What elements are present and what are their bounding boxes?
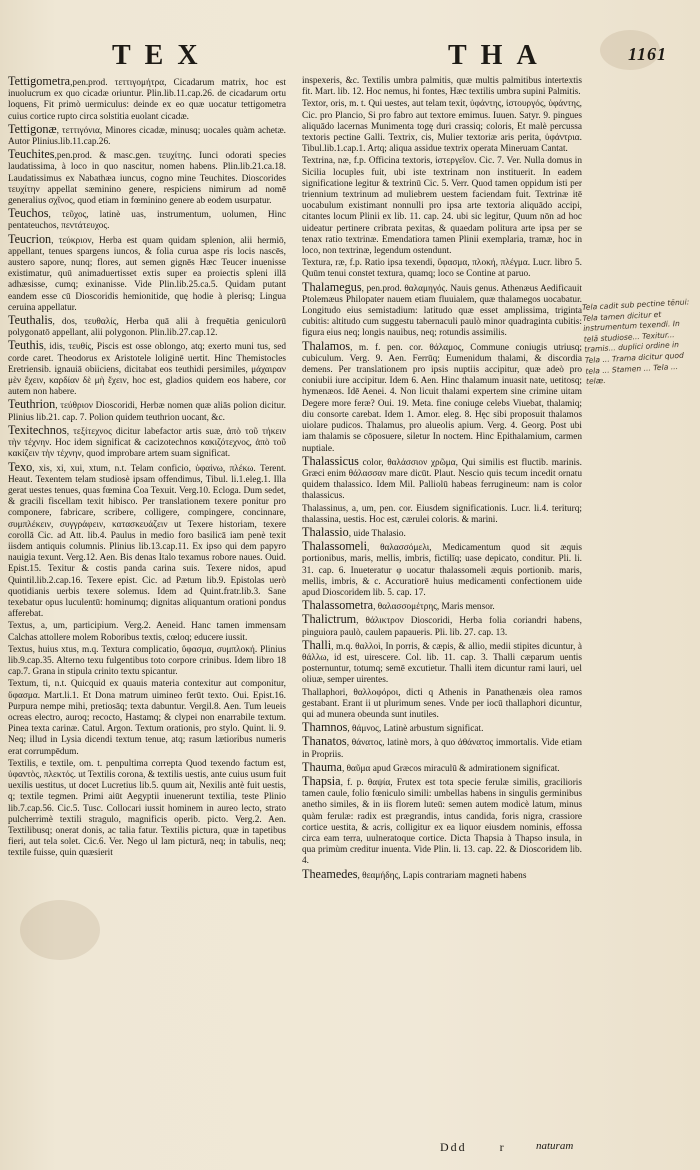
entry-headword: Teuchites bbox=[8, 147, 55, 162]
entry-text: , f. p. θαψία, Frutex est tota specie ferulæ similis, gracilioris tamen caule, folio fœniculo simili: umbellas habens in singulis germinibus anetho similes, & in iis florem luteū: semen autem modicè latum, minus quàm ferulæ: radix est prægrandis, intus candida, foris nigra, crassiore cortice uestita, & acris, colligitur ex ea liquor eiusdem nominis, effossa circa eam terra, uulneratoque cortice. Dicta Thapsia à Thapso insula, in qua primùm creditur inuenta. Vide Plin. li. 13. cap. 22. & Dioscoridem lib. 4. bbox=[302, 777, 582, 867]
entry-text: , m.q. θαλλοὶ, In porris, & cæpis, & allio, medii stipites dicuntur, à θάλλω, id est, uirescere. Col. lib. 11. cap. 3. Thalli cæparum uentis posternuntur, totumq; semē excutietur. Thalli item dicuntur rami lauri, uel oliuæ, semper uirentes. bbox=[302, 641, 582, 686]
dictionary-entry bbox=[302, 504, 582, 526]
entry-headword: Thauma bbox=[302, 759, 342, 774]
entry-headword: Theamedes bbox=[302, 866, 358, 881]
dictionary-entry bbox=[302, 736, 582, 760]
entry-text: ,pen.prod. τεττιγομήτρα, Cicadarum matrix, hoc est inuolucrum ex quo cicadæ oriuntur. Plin.lib.11.cap.26. de cicadarum ortu loquens, Fit primò uermiculus: deinde ex eo quæ uocatur tettigometra cuius cortice rupto circa solstitia euolant cicadæ. bbox=[8, 78, 286, 122]
dictionary-entry bbox=[302, 453, 582, 503]
entry-headword: Thamnos bbox=[302, 720, 348, 735]
entry-text: , θάμνος, Latinè arbustum significat. bbox=[347, 724, 484, 735]
dictionary-entry bbox=[302, 637, 582, 687]
right-column bbox=[302, 76, 582, 883]
entry-headword: Thalassomeli bbox=[302, 539, 367, 554]
entry-text: , τεξίτεχνος dicitur labefactor artis suæ, ἀπὸ τοῦ τήκειν τὴν τέχνην. Hoc idem significat & cacizotechnos κακιζότεχνος, ἀπὸ τοῦ κακίζειν τὴν τέχνην, quod improbare artem suam significat. bbox=[8, 426, 286, 460]
entry-text: , θάνατος, latinè mors, à quo ἀθάνατος immortalis. Vide etiam in Propriis. bbox=[302, 738, 582, 760]
dictionary-entry bbox=[302, 76, 582, 98]
entry-text: , τεῦχος, latinè uas, instrumentum, uolumen, Hinc pentateuchos, πεντάτευχος. bbox=[8, 210, 286, 232]
entry-text: , θαλασσομέτρης, Maris mensor. bbox=[373, 602, 495, 613]
entry-headword: Thalamos bbox=[302, 338, 351, 353]
entry-headword: Teuthalis bbox=[8, 313, 53, 328]
dictionary-entry bbox=[302, 156, 582, 257]
entry-text: , θάλικτρον Dioscoridi, Herba folia coriandri habens, pinguiora paulò, caulem papaueris. Pli. lib. 27. cap. 13. bbox=[302, 616, 582, 638]
dictionary-entry bbox=[302, 279, 582, 340]
dictionary-entry bbox=[302, 258, 582, 280]
dictionary-entry bbox=[302, 866, 582, 882]
page-number: 1161 bbox=[628, 44, 668, 64]
entry-text: Textrina, næ, f.p. Officina textoris, ἱστεργεῖον. Cic. 7. Ver. Nulla domus in Sicilia locuples fuit, ubi iste textrinam non instituerit. In eadem significatione legitur & textrinū Cic. 5. Verr. Quod tamen oppidum isti per triennium textrinum ad muliebrem uestem faciendam fuit. Textrinæ itē uocabulum existimant nonnulli pro ipsa arte textoria aliquādo accipi, citantes locum Plinii ex lib. 11. cap. 24. ubi sic legitur, Quum nōn ad hoc uideatur pertinere cribrata pexitas, & quaedam politura arte ipsa per se tenax ratio textrinæ. Emendatiora tamen Plinii exemplaria, tramæ, hoc in loco, non textrinæ, legendum ostendunt. bbox=[302, 156, 582, 257]
entry-headword: Teuthrion bbox=[8, 397, 56, 412]
entry-text: Textum, ti, n.t. Quicquid ex quauis materia contexitur aut componitur, ὕφασμα. Mart.li.1. Et Dona matrum uimineo ferūt texto. Oui. Epist.16. Purpura nempe mihi, pretiosāq; texta dabuntur. Vergil.8. Aen. Tum leueis ocreas electro, auroq; recocto, Hastamq; & clypei non enarrabile textum. Pinea texta carinæ. Catul. Argon. Textum orationis, pro stylo. Quint. li. 9. Neq; illud in Lysia dicendi textum tenue, atq; rasum lætioribus numeris erat corrumpēdum. bbox=[8, 679, 286, 757]
entry-text: , θεαμήδης, Lapis contrariam magneti habens bbox=[357, 870, 527, 881]
entry-headword: Thanatos bbox=[302, 734, 347, 749]
signature-number: r bbox=[499, 1140, 506, 1154]
entry-text: , xis, xi, xui, xtum, n.t. Telam conficio, ὑφαίνω, πλέκω. Terent. Heaut. Texentem telam studiosè ipsam offendimus, Tibul. li.1.eleg.1. Illa gerat uestes tenues, quas fœmina Coa Texuit. Verg.10. Ecloga. Dum sedet, & gracili fiscellam texit hibiscο. Per translationem texere ponitur pro componere, fabricare, scribere, colligere, compingere, concinnare, συμπλέκειν, συγγράφειν, κατασκευάζειν ut Texere historiam, texere corollā Cic. ad Att. lib.4. Paulus in medio foro basilicā iam penè texit iisdem antiquis columnis. Plinius lib.13.cap.11. Ex ipso qui dem papyro nauigia texunt. Verg.12. Aen. Bis denas Italo texamus robore naues. Ouid. Epist.15. Texitur & costis panda carina suis. Texere nidos, apud Quintil.lib.2.cap.16. Texere epist. Cic. ad Pætum lib.9. Epistolas uerò quotidianis uerbis texere solemus. Idem ad Quint.fratr.lib.3. Sane texebatur opus luculentū: hominumq; dignitas aliquantum orationi pondus afferebat. bbox=[8, 463, 286, 620]
entry-text: , m. f. pen. cor. θάλαμος, Commune coniugis utriusq; cubiculum. Verg. 9. Aen. Ferrūq; Eumenidum thalami, & discordia demens. Per translationem pro ipsis nuptiis accipitur, quæ adeò pro coniubii iure accipitur. Idem 6. Aen. Hinc thalamum inuasit nate, uetitosq; hymenæos. Idē Aenei. 4. Non licuit thalami expertem sine crimine uitam Degere more feræ? Oui. 19. Meta. fine coniuge celebs Viuebat, thalamiq; diu consorte carebat. Idem 1. Amor. eleg. 8. Hęc sibi proposuit thalamos uiolare pudicos. Thalamus, pro alueolis apium. Verg. 4. Georg. Post ubi iam thalamis se cōposuere, siletur In noctem. Hinc Epithalamium, carmen nuptiale. bbox=[302, 342, 582, 454]
dictionary-entry bbox=[8, 759, 286, 860]
entry-text: Textor, oris, m. t. Qui uestes, aut telam texit, ὑφάντης, ἱστουργός, ὑφάντης, Cic. pro Plancio, Si pro fabro aut textore emimus. Iuuen. Satyr. 9. pingues aliquādo lacernas Munimenta togę duri crassiq; coloris, Et malè percussa textoris pectine Galli. Textrix, cis, Mulier textoriæ aris perita, ὑφάντρια. Tibul.lib.1.cap.1. Artq; aliqua assidue textrix operata Mineruam Cantat. bbox=[302, 99, 582, 155]
entry-headword: Tettigometra bbox=[8, 74, 71, 88]
entry-headword: Teuthis bbox=[8, 338, 44, 353]
entry-text: color, θαλάσσιον χρῶμα, Qui similis est fluctib. marinis. Græci enim θάλασσαν mare dicūt. Plaut. Nescio quis tecum incedit ornatu quidem thalassico. Idem Mil. Palliolū habeas ferrugineum: nam is color thalassicus. bbox=[302, 457, 582, 502]
entry-headword: Thalassio bbox=[302, 524, 349, 539]
dictionary-entry bbox=[302, 773, 582, 868]
entry-text: Textus, a, um, participium. Verg.2. Aeneid. Hanc tamen immensam Calchas attollere molem Roboribus textis, cœloq; educere iussit. bbox=[8, 621, 286, 643]
entry-headword: Thalassometra bbox=[302, 598, 374, 613]
dictionary-entry bbox=[8, 679, 286, 757]
entry-headword: Thapsia bbox=[302, 773, 341, 788]
running-head-right: THA bbox=[448, 40, 551, 71]
entry-text: Textus, huius xtus, m.q. Textura complicatio, ὕφασμα, συμπλοκή. Plinius lib.9.cap.35. Alterno texu fulgentibus toto corpore crinibus. Idem libro 18 cap.7. Grana in stipula crinito textu spicantur. bbox=[8, 644, 286, 678]
dictionary-entry bbox=[8, 399, 286, 423]
dictionary-entry bbox=[8, 231, 286, 314]
entry-text: Textura, ræ, f.p. Ratio ipsa texendi, ὕφασμα, πλοκή, πλέγμα. Lucr. libro 5. Quūm tenui constet textura, quamq; loco se Contine at paruo. bbox=[302, 258, 582, 280]
dictionary-entry bbox=[8, 340, 286, 398]
entry-text: , τεύθριον Dioscoridi, Herbæ nomen quæ aliās polion dicitur. Plinius lib.21. cap. 7. Polion quidem teuthrion uocant, &c. bbox=[8, 401, 286, 423]
entry-text: , dos, τευθαλίς, Herba quā alii à frequētia geniculorū polygonatō appellant, alii polygonon. Plin.lib.27.cap.12. bbox=[8, 317, 286, 339]
entry-text: Thalassinus, a, um, pen. cor. Eiusdem significationis. Lucr. li.4. teriturq; thalassina, uestis. Hoc est, cærulei coloris. & marini. bbox=[302, 503, 582, 525]
dictionary-entry bbox=[302, 99, 582, 155]
entry-text: , τεττιγόνια, Minores cicadæ, minusq; uocales quàm achetæ. Autor Plinius.lib.11.cap.26. bbox=[8, 125, 286, 148]
dictionary-entry bbox=[8, 422, 286, 461]
entry-text: , idis, τευθίς, Piscis est osse oblongo, atq; exerto muni tus, sed corde caret. Theodorus ex Aristotele loliginē uertit. Hinc Themistocles Eretriensib. ignauiā obiiciens, dicitabat eos teuthidi persimiles, μάχαιραν μὲν ἔχειν, καρδίαν δὲ μὴ ἔχειν, hoc est, gladios quidem eos habere, cor autem non habere. bbox=[8, 342, 286, 398]
entry-text: ,pen.prod. & masc.gen. τευχίτης. Iunci odorati species laudatissima, à loco in quo nascitur, nomen habens. Plin.lib.21.ca.18. Laudatissimus ex Nabathæa iuncus, cogno mine Teuchites. Dioscorides τευχίτην appellat sæminino genere, respiciens nimirum ad nomē generalius σχῖνος, quod etiam in fœminino genere ab eodem usurpatur. bbox=[8, 151, 286, 207]
dictionary-entry bbox=[8, 76, 286, 123]
entry-headword: Thalamegus bbox=[302, 279, 362, 294]
entry-text: , θαῦμα apud Græcos miraculū & admirationem significat. bbox=[341, 763, 560, 774]
dictionary-entry bbox=[302, 338, 582, 455]
entry-text: inspexeris, &c. Textilis umbra palmitis, quæ multis palmitibus intertextis fit. Mart. lib. 12. Hoc nemus, hi fontes, Hæc textilis umbra supini Palmitis. bbox=[302, 76, 582, 98]
entry-headword: Teuchos bbox=[8, 206, 49, 221]
dictionary-entry bbox=[302, 614, 582, 638]
footer-signature bbox=[440, 1140, 506, 1155]
entry-text: , uide Thalasio. bbox=[348, 528, 406, 539]
dictionary-entry bbox=[8, 315, 286, 339]
entry-text: Thallaphori, θαλλοφόροι, dicti q Athenis in Panathenæis olea ramos gestabant. Erant ii ut plurimum senes. Vnde per iocū thallaphori dicuntur, qui ad munera obeunda sunt inutiles. bbox=[302, 687, 582, 720]
signature-mark: Ddd bbox=[440, 1140, 467, 1154]
dictionary-entry bbox=[8, 149, 286, 207]
entry-headword: Texo bbox=[8, 459, 33, 474]
dictionary-entry bbox=[8, 208, 286, 232]
entry-headword: Thalli bbox=[302, 637, 332, 652]
dictionary-entry bbox=[302, 541, 582, 599]
entry-text: , pen.prod. θαλαμηγός. Nauis genus. Athenæus Aedificauit Ptolemæus Philopater nauem etiam fluuialem, quæ thalamegos uocabatur. Longitudo eius semistadium: latitudo quæ esset amplissima, triginta cubitis: altitudo cum suggestu tabernaculi paulò minor quadraginta cubitis: figura eius neq; longis nauibus, neq; rotundis assimilis. bbox=[302, 283, 582, 339]
catchword: naturam bbox=[536, 1140, 574, 1152]
entry-text: , τεύκριον, Herba est quam quidam splenion, alii hermiō, appellant, tenues spargens iuncos, & folia curua aspe ris locis nascēs, austero sapore, nunq; flores, aut semen gignēs Hæc Teucer inuenisse existimatur, quū animaduertisset extis super ea proiectis spleni illā adhæsisse, cumq; exinanisse. Vide Plin.lib.25.ca.5. Quidam putant eandem esse cū Dioscoridis hemionitide, quę hodie à plerisq; Lingua ceruina appellatur. bbox=[8, 235, 286, 313]
running-head-left: TEX bbox=[112, 40, 212, 71]
dictionary-entry bbox=[8, 121, 286, 148]
dictionary-entry bbox=[8, 459, 286, 621]
entry-headword: Texitechnos bbox=[8, 422, 67, 437]
entry-headword: Tettigonæ bbox=[8, 121, 57, 136]
dictionary-entry bbox=[8, 645, 286, 679]
entry-headword: Teucrion bbox=[8, 231, 52, 246]
entry-headword: Thalassicus bbox=[302, 453, 359, 468]
dictionary-entry bbox=[302, 759, 582, 775]
entry-headword: Thalictrum bbox=[302, 612, 357, 627]
handwritten-margin-note: Tela cadit sub pectine tēnui: Tela tamen dicitur et instrumentum texendi. In telā studiose... Texitur... tramis... duplici ordine in Tela ... Trama dicitur quod tela ... Stamen ... Tela ... telæ. bbox=[581, 297, 690, 387]
dictionary-entry bbox=[8, 621, 286, 643]
entry-text: , θαλασσόμελι, Medicamentum quod sit æquis portionibus, maris, mellis, imbris, fictilīq; uase depicato, conditur. Pli. li. 31. cap. 6. Inueteratur φ uocatur thalassomeli æquis portionib. maris, mellis, imbris, & c. Accuratiorē huius medicamenti confectionem uide apud Dioscoridem lib. 5. cap. 17. bbox=[302, 543, 582, 598]
entry-text: Textilis, e textile, om. t. penpultima correpta Quod texendo factum est, ὑφαντὸς, πλεκτός. ut Textilis corona, & textilis uestis, ante cuius usum fuit uexilis uestitus, ut docet Lucretius lib.5. quum ait, Nexilis antè fuit uestis, q; textile tegmen. Primi aiūt Aegyptii inuenerunt textilia, teste Plinio lib.7.cap.56. Cic.5. Tusc. Collocari iussit hominem in aureo lecto, strato pulcherrimè textili stragulo, magnificis operib. picto. Verg.2. Aen. Textilibusq; onerat donis, ac talia fatur. Textilis pictura, quæ in tapetibus fieri, aut tela solet. Cic.6. Ver. Nego ul lam picturā, neq; in tabulis, neq; textile fuisse, quin quæsierit bbox=[8, 758, 286, 859]
dictionary-entry bbox=[302, 688, 582, 722]
left-column bbox=[8, 76, 286, 861]
